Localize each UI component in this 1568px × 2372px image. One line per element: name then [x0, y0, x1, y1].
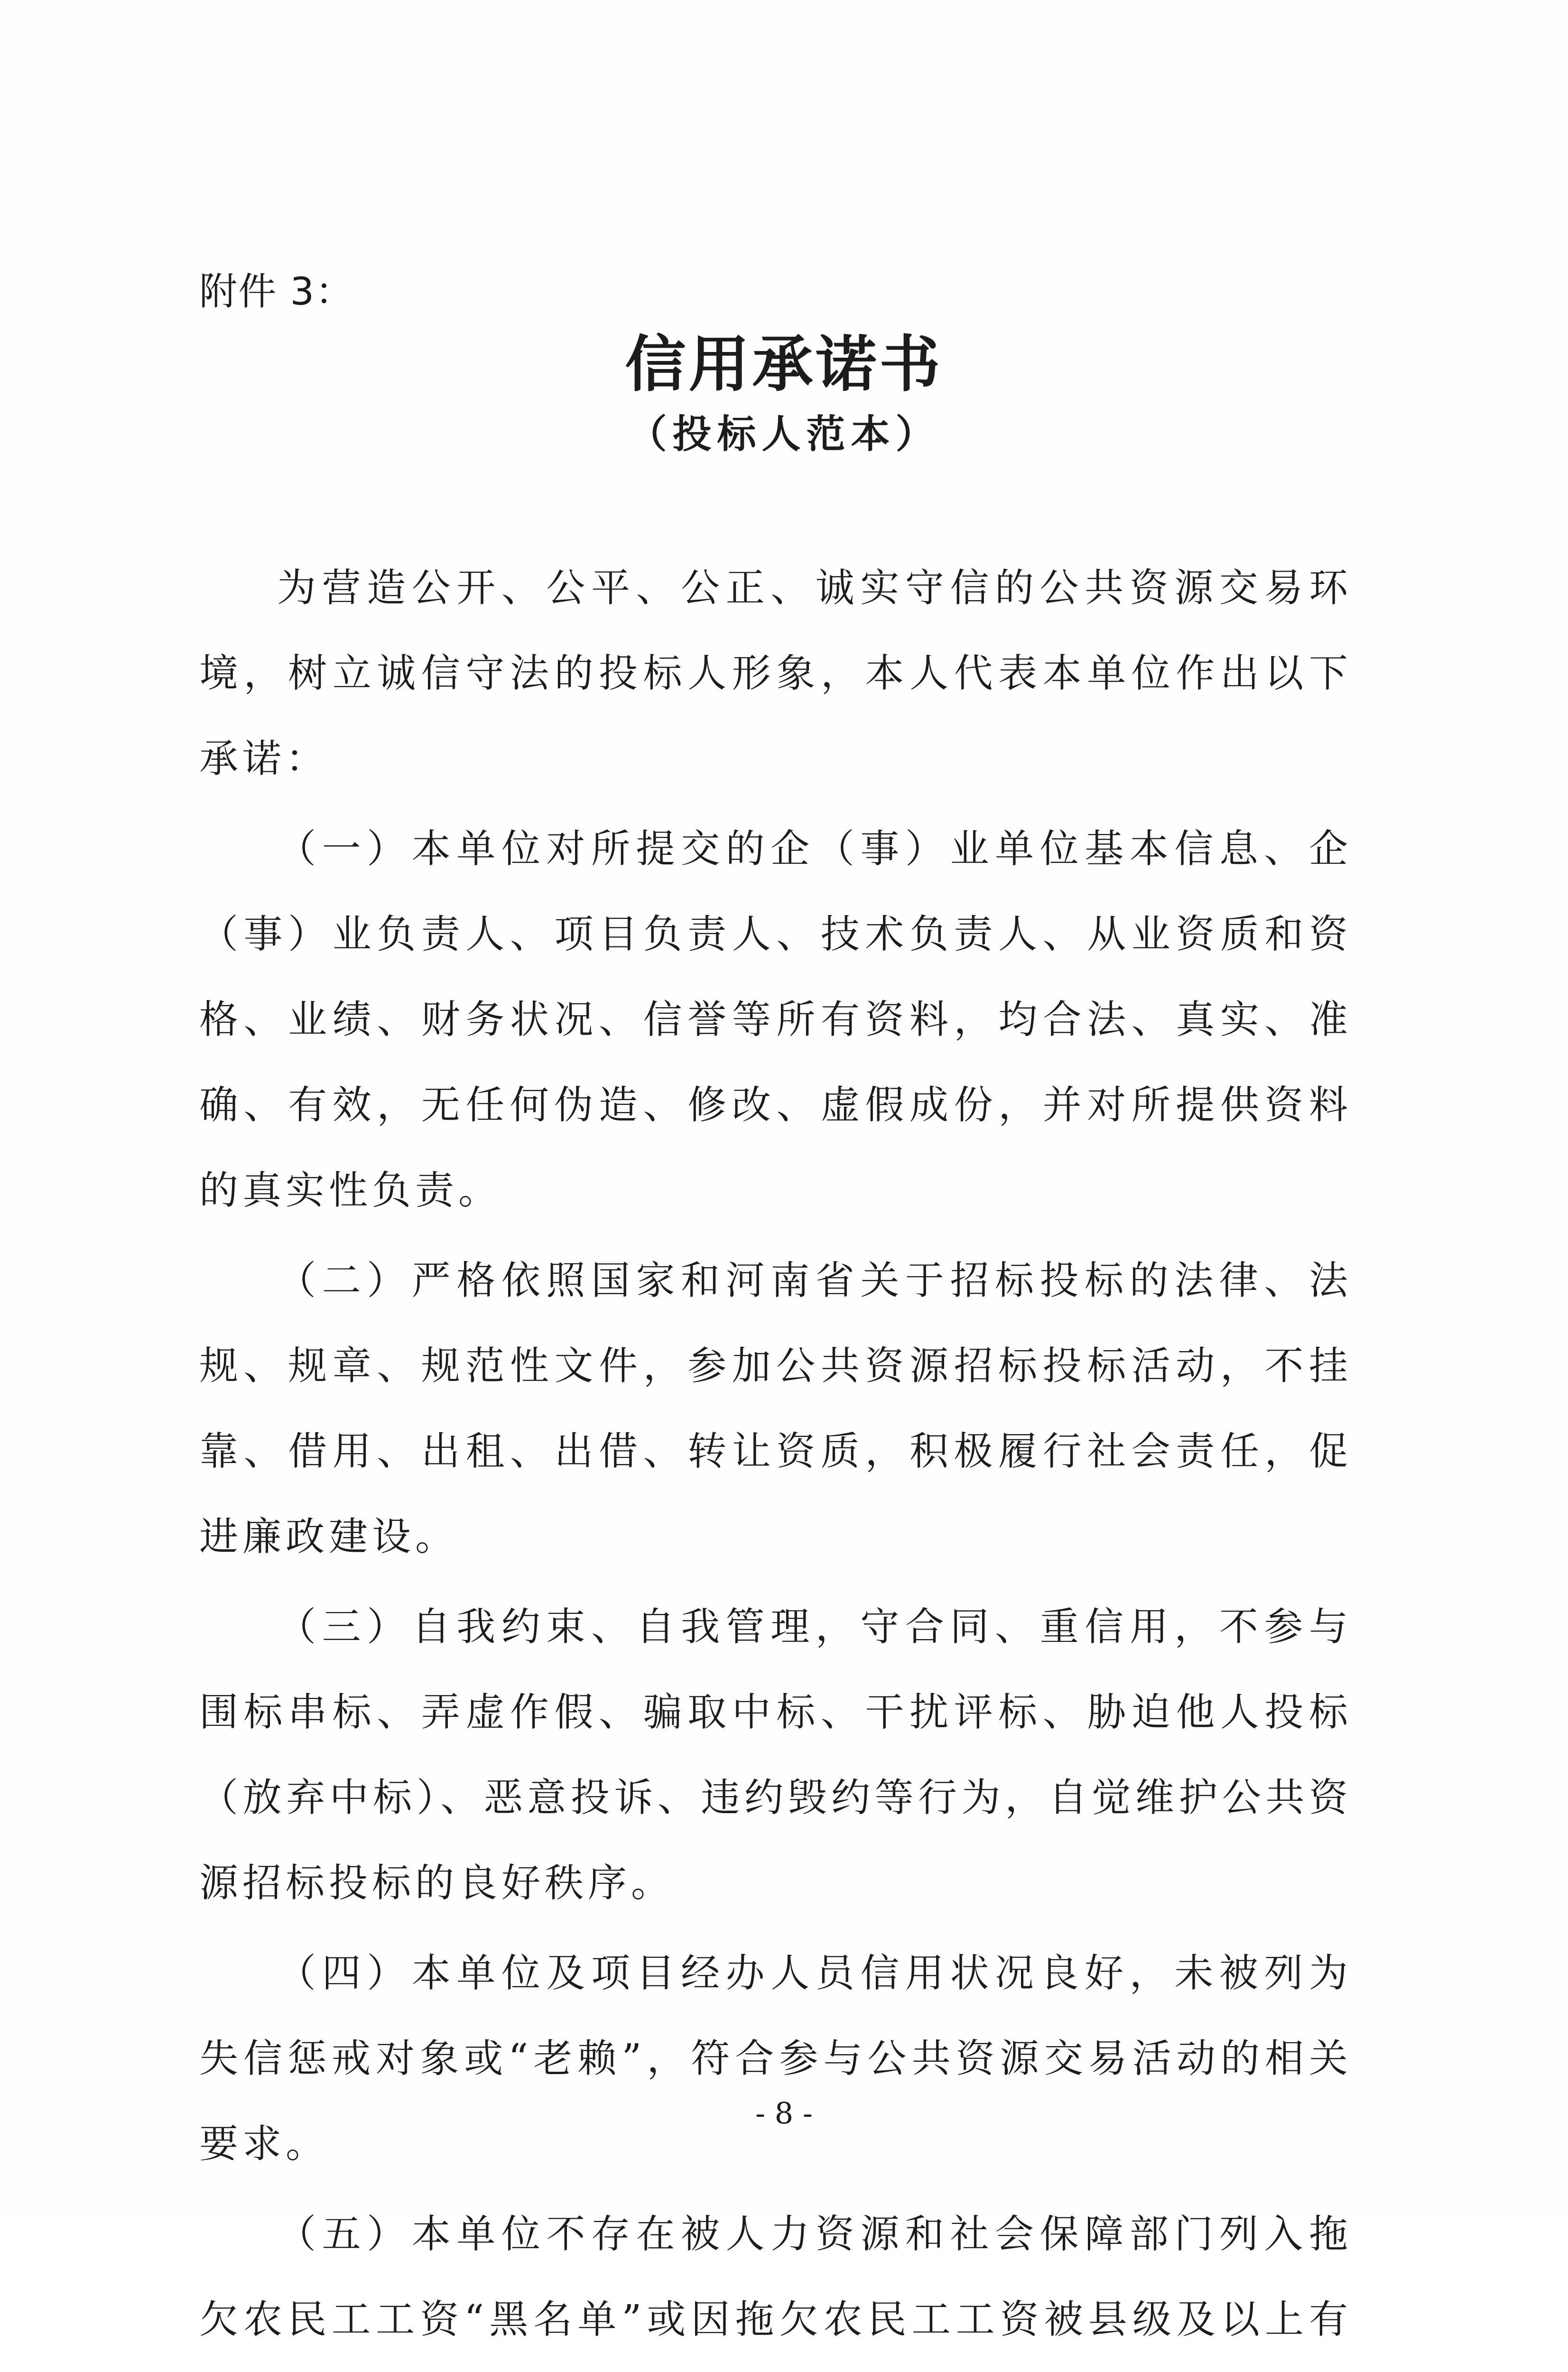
document-title: 信用承诺书 — [625, 329, 943, 400]
paragraph-intro: 为营造公开、公平、公正、诚实守信的公共资源交易环境，树立诚信守法的投标人形象，本人代表本单位作出以下承诺： — [199, 565, 1352, 781]
paragraph-clause-1: （一）本单位对所提交的企（事）业单位基本信息、企（事）业负责人、项目负责人、技术负责人、从业资质和资格、业绩、财务状况、信誉等所有资料，均合法、真实、准确、有效，无任何伪造、修改、虚假成份，并对所提供资料的真实性负责。 — [199, 826, 1352, 1213]
paragraph-clause-4: （四）本单位及项目经办人员信用状况良好，未被列为失信惩戒对象或“老赖”，符合参与公共资源交易活动的相关要求。 — [199, 1951, 1352, 2167]
paragraph-clause-5: （五）本单位不存在被人力资源和社会保障部门列入拖欠农民工工资“黑名单”或因拖欠农民工工资被县级及以上有 — [199, 2212, 1352, 2342]
page-number: - 8 - — [755, 2096, 813, 2131]
document-subtitle: （投标人范本） — [628, 411, 940, 457]
paragraph-clause-3: （三）自我约束、自我管理，守合同、重信用，不参与围标串标、弄虚作假、骗取中标、干扰评标、胁迫他人投标（放弃中标）、恶意投诉、违约毁约等行为，自觉维护公共资源招标投标的良好秩序。 — [199, 1604, 1352, 1906]
attachment-label: 附件 3： — [199, 269, 354, 314]
paragraph-clause-2: （二）严格依照国家和河南省关于招标投标的法律、法规、规章、规范性文件，参加公共资源招标投标活动，不挂靠、借用、出租、出借、转让资质，积极履行社会责任，促进廉政建设。 — [199, 1258, 1352, 1559]
